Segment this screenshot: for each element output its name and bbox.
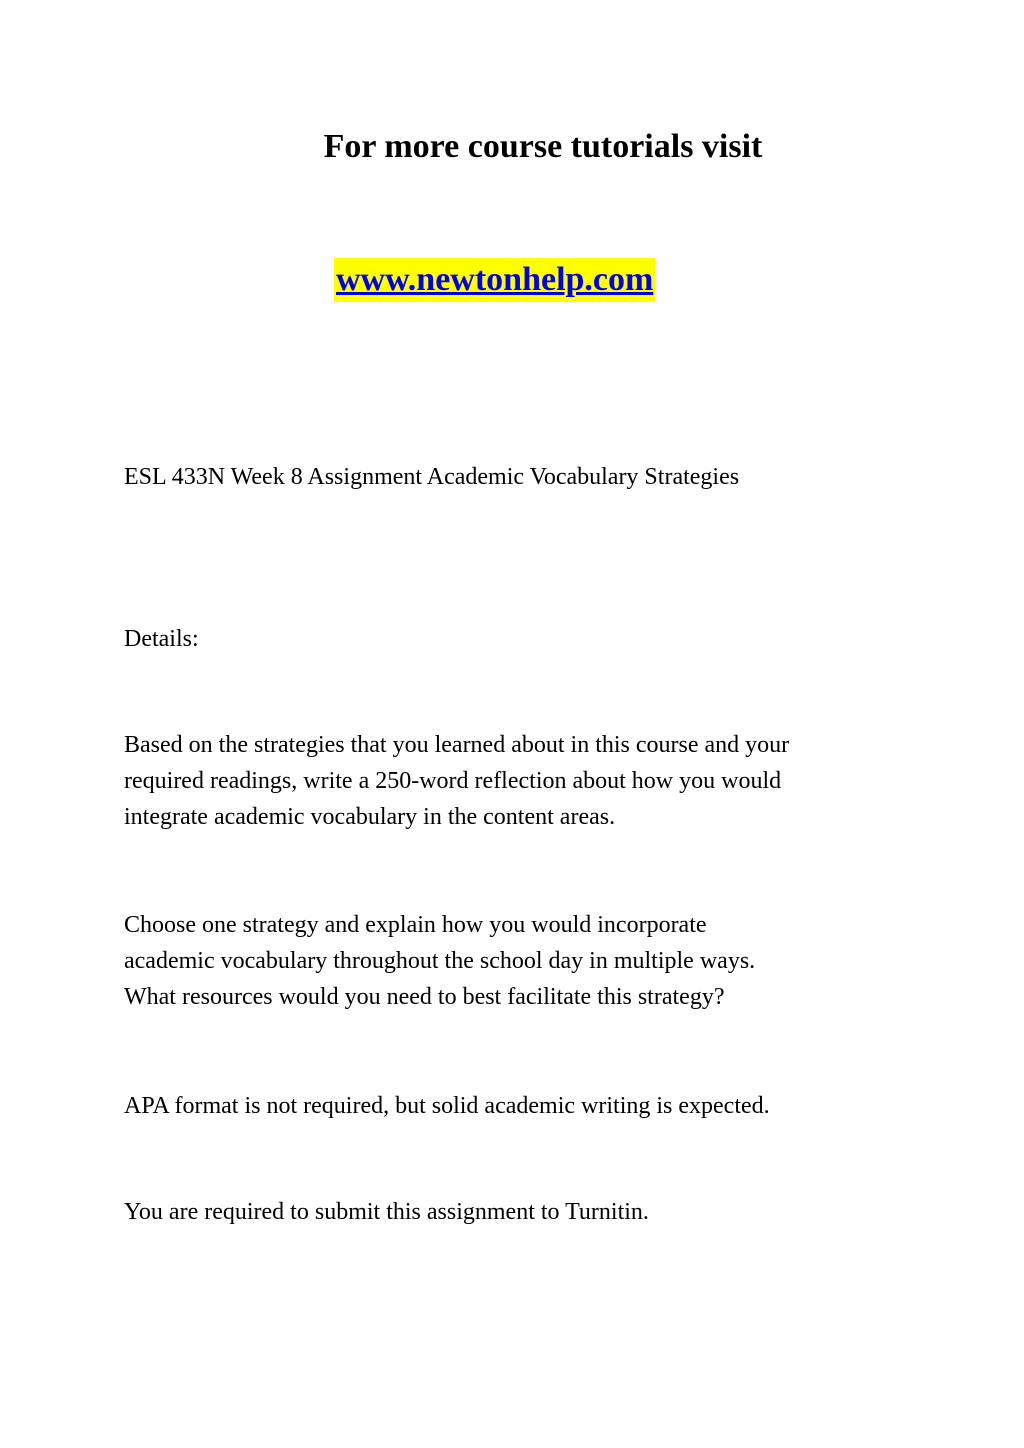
paragraph-line: What resources would you need to best facilitate this strategy? bbox=[124, 984, 725, 1010]
details-label: Details: bbox=[124, 626, 199, 652]
assignment-title: ESL 433N Week 8 Assignment Academic Vocabulary Strategies bbox=[124, 464, 740, 490]
newtonhelp-link[interactable]: www.newtonhelp.com bbox=[336, 261, 654, 298]
submission-note: You are required to submit this assignment to Turnitin. bbox=[124, 1199, 649, 1225]
paragraph-strategy-instructions bbox=[124, 907, 755, 1015]
paragraph-reflection-instructions bbox=[124, 727, 789, 835]
format-note: APA format is not required, but solid academic writing is expected. bbox=[124, 1093, 770, 1119]
paragraph-line: Choose one strategy and explain how you would incorporate bbox=[124, 912, 707, 938]
paragraph-line: required readings, write a 250-word reflection about how you would bbox=[124, 768, 782, 794]
paragraph-line: academic vocabulary throughout the school day in multiple ways. bbox=[124, 948, 756, 974]
highlighted-link-container bbox=[334, 258, 655, 302]
paragraph-line: Based on the strategies that you learned about in this course and your bbox=[124, 732, 790, 758]
page-heading: For more course tutorials visit bbox=[323, 128, 763, 165]
paragraph-line: integrate academic vocabulary in the content areas. bbox=[124, 804, 616, 830]
